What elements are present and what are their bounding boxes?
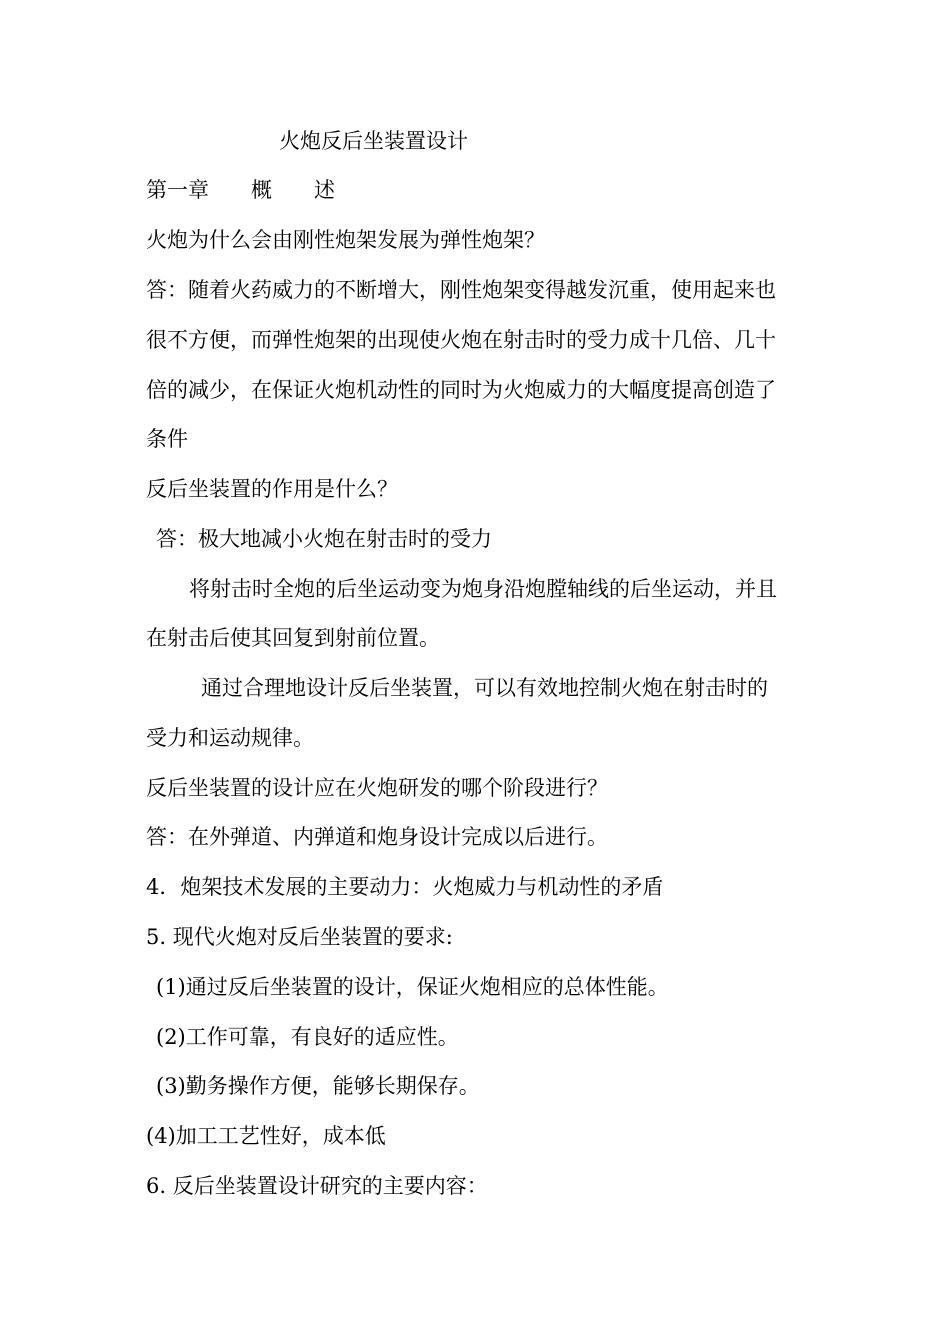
requirement-3: (3)勤务操作方便，能够长期保存。	[156, 1074, 480, 1098]
requirement-4: (4)加工工艺性好，成本低	[146, 1124, 386, 1148]
answer-2-line-5: 受力和运动规律。	[146, 726, 314, 750]
answer-2-line-3: 在射击后使其回复到射前位置。	[146, 626, 440, 650]
answer-2-line-1: 答：极大地减小火炮在射击时的受力	[156, 527, 492, 551]
question-2: 反后坐装置的作用是什么？	[146, 477, 398, 501]
question-1: 火炮为什么会由刚性炮架发展为弹性炮架？	[146, 228, 545, 252]
item-5: 5. 现代火炮对反后坐装置的要求:	[146, 925, 453, 949]
item-6: 6. 反后坐装置设计研究的主要内容：	[146, 1174, 488, 1198]
question-3: 反后坐装置的设计应在火炮研发的哪个阶段进行？	[146, 776, 608, 800]
requirement-1: (1)通过反后坐装置的设计，保证火炮相应的总体性能。	[156, 975, 669, 999]
chapter-heading: 第一章 概 述	[146, 178, 335, 202]
answer-1-line-2: 很不方便，而弹性炮架的出现使火炮在射击时的受力成十几倍、几十	[146, 328, 776, 352]
requirement-2: (2)工作可靠，有良好的适应性。	[156, 1025, 459, 1049]
item-4: 4．炮架技术发展的主要动力：火炮威力与机动性的矛盾	[146, 875, 664, 899]
answer-1-line-3: 倍的减少，在保证火炮机动性的同时为火炮威力的大幅度提高创造了	[146, 378, 776, 402]
answer-1-line-4: 条件	[146, 427, 188, 451]
answer-3: 答：在外弹道、内弹道和炮身设计完成以后进行。	[146, 825, 608, 849]
answer-2-line-4: 通过合理地设计反后坐装置，可以有效地控制火炮在射击时的	[201, 676, 768, 700]
document-title: 火炮反后坐装置设计	[279, 129, 468, 153]
answer-1-line-1: 答：随着火药威力的不断增大，刚性炮架变得越发沉重，使用起来也	[146, 278, 776, 302]
answer-2-line-2: 将射击时全炮的后坐运动变为炮身沿炮膛轴线的后坐运动，并且	[189, 577, 777, 601]
